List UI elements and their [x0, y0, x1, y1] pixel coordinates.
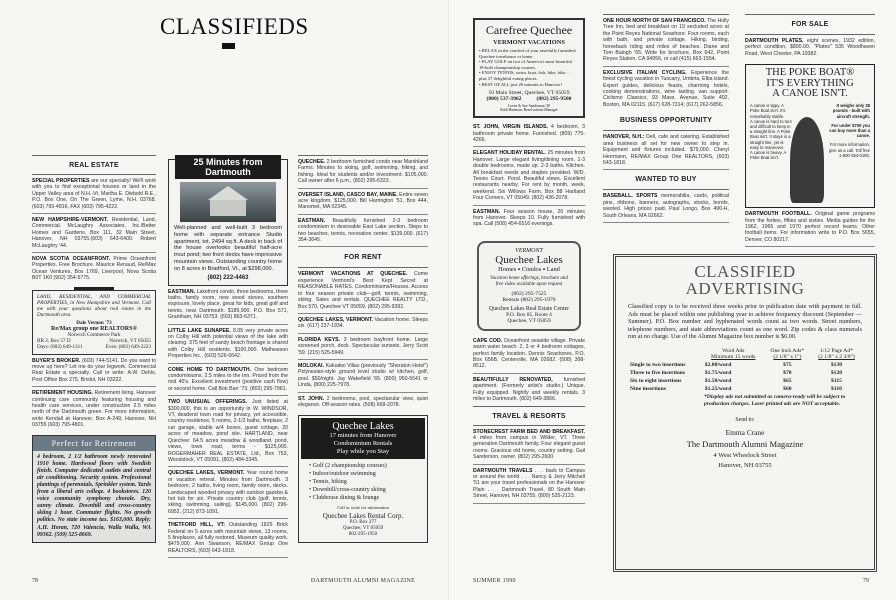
classified-ad: RETIREMENT HOUSING. Retirement living. Hanover continuing care community featuring housing and health care services, under construction 2.5 miles north of the Dartmouth green. For more information, write Kendall at Hanover, Box A-249, Hanover, NH 03755 (603) 795-4801.	[32, 390, 156, 429]
classified-ad: BASEBALL, SPORTS memorabilia, cards, political pins, ribbons, banners, autographs, stocks, bonds, wanted. High prices paid. Paul Longo, Box 490-H, South Orleans, MA 02662.	[603, 190, 729, 223]
classified-ad: EASTMAN. Beautifully furnished 2-3 bedroom condominium in desireable East Lake section. Steps to two beaches, tennis, recreation center. $139,000. (617) 354-3645.	[298, 215, 428, 248]
classified-ad: LITTLE LAKE SUNAPEE. 8.05 very private acres on Colby Hill with potential views of the lake with clearing. 375 feet of sandy beach frontage is shared with Colby Hill residents. $100,000. Mathewson Properties Inc., (603) 526-6642.	[168, 325, 288, 364]
classified-ad: QUECHEE LAKES, VERMONT. Vacation home. Sleeps six. (617) 237-1934.	[298, 314, 428, 334]
page-number: 79	[863, 578, 869, 584]
rates-table: Word Ads Minimum 15 words One Inch Ads* (2 1/8" x 1") 1/12 Page Ad* (2 1/8" x 2 3/8") Single to two insertions $2.00/word $75 $130 Three to five insertions $1.75/word $70 $120 Six to eight insertions $1.50/word $65 $115 Nine insertions $1.25/word $60 $110	[630, 347, 855, 392]
right-page	[448, 0, 896, 600]
classified-ad: DARTMOUTH FOOTBALL. Original game programs from the forties, fifties and sixties. Media guides for the 1962, 1965 and 1970 perfect record teams. Other football items. For information write to P.O. Box 5655, Denver, CO 80217.	[745, 208, 875, 247]
right-col-2	[603, 14, 729, 223]
classified-ad: TWO UNUSUAL OFFERINGS. Just listed at $300,000, this is an opportunity in W. WINDSOR, VT, deadend town road for privacy, yet accessible, country residence, 5 rooms, 2-1/2 baths, fireplace, 2 car garage, stable w/4 boxes, guest cottage, 20 acres of meadow, pond site. HARTLAND, near Quechee: 64.5 acres meadow & woodland, pond, views, town road, terms - $125,000. ROGERMAHER REAL ESTATE, Ltd., Box 753, Woodstock, VT 05091, (802) 484-3345.	[168, 396, 288, 467]
section-travel-resorts: TRAVEL & RESORTS	[492, 412, 566, 420]
quechee-rental-ad: Quechee Lakes 17 minutes from Hanover Condominium Rentals Play while you Stay • Golf (2 championship courses) • Indoor/outdoor swimming • Tennis, hiking • Downhill/cross-country skiing • Clubhouse dining & lounge Call or write for information Quechee Lakes Rental Corp. P.O. Box 277 Quechee, VT 05059 802-295-1950	[298, 415, 428, 543]
classified-ad: ST. JOHN. 2 bedrooms, pool, spectacular view, quiet elegance. Off-season rates. (508) 668-2078.	[298, 395, 428, 408]
dartmouth-house-ad: 25 Minutes from Dartmouth Well-planned and well-built 3 bedroom home with separate entrance Studio apartment, tot. 2494 sq.ft. A deck in back of the house overlooks beautiful half-acre trout pond; two front decks have impressive mountain views. Outstanding country home on 8 acres in Bradford, Vt., at $298,000. (802) 222-4463	[168, 159, 288, 286]
poke-boat-ad: THE POKE BOAT® IT'S EVERYTHING A CANOE ISN'T. A canoe is tippy. A Poke Boat isn't. It's remarkably stable. A canoe is hard to turn and difficult to keep in a straight line. A Poke Boat isn't. It stays in a straight line, yet is easy to maneuver. A canoe is heavy. A Poke Boat isn't. It weighs only 28 pounds - built with aircraft strength. For under $700 you can buy more than a canoe. For more information, give us a call. Toll free 1-800-354-0190.	[745, 64, 875, 208]
classified-ad: BUYER'S BROKER. (603) 744-5141. Do you want to move up here? Let me do your legwork. Commercial Real Estate a specialty. Call or write: A.W. Dehls, Post Office Box 275, Bristol, NH 03222.	[32, 355, 156, 388]
classified-ad: CAPE COD. Oceanfront seaside village. Private warm water beach. 2, 3 or 4 bedroom cottages, perfect family location. Dennis Seashores, P.O. Box 656B, Centerville, MA 02682. (508) 398-8512.	[473, 335, 585, 374]
left-col-1	[32, 155, 156, 543]
classified-ad: NEW HAMPSHIRE-VERMONT. Residential, Land, Commercial. McLaughry Associates, Inc./Better Homes and Gardens, Box 111, 32 Main Street, Hanover, NH 03755.(603) 643-6400. Robert McLaughry '44.	[32, 214, 156, 253]
classified-ad: HANOVER, N.H.: Deli, cafe and catering. Established area business all set for new owner to step in. Equipment and fixtures included. $79,000. Cheryl Herrmann, RE/MAX Group One REALTORS, (603) 643-1818.	[603, 131, 729, 170]
poke-boat-image	[790, 117, 824, 203]
issue-footer: SUMMER 1990	[473, 578, 516, 584]
classified-ad: QUECHEE. 2 bedroom furnished condo near Marshland Farms. Minutes to skiing, golf, swimming, hiking, and fishing. Ideal for students and/or investment. $105,000. Call owner after 6 p.m., (802) 295-6323.	[298, 156, 428, 189]
classified-ad: DARTMOUTH TRAVELS . . . back to Campus or around the world . . . Nancy & Jerry Mitchell '51 are your travel professionals on the Hanover Plain . . . Dartmouth Travel, 80 South Main Street, Hanover, NH 03755. (800) 525-2123.	[473, 465, 585, 504]
classified-ad: QUECHEE LAKES, VERMONT. Year round home or vacation retreat. Minutes from Dartmouth. 3 bedroom, 2 baths, living room, family room, decks. Landscaped wooded privacy with outdoor gazebo & hot tub for six. Private country club (golf, tennis, skiing, swimming, sailing). $145,000. (802) 296-6952, (212) 873-1091.	[168, 467, 288, 519]
section-wanted-to-buy: WANTED TO BUY	[635, 176, 697, 184]
right-col-1	[473, 10, 585, 504]
classified-ad: ONE HOUR NORTH OF SAN FRANCISCO. The Holly Tree Inn, bed and breakfast on 19 secluded acres at the Point Reyes National Seashore. Four rooms, each with bath, and private cottage. Hiking, birding, horseback riding and miles of beaches. Diane and Tom Balogh '65. Write for brochure, Box 642, Point Reyes Station, CA 94956, or call (415) 663-1554.	[603, 15, 729, 67]
classified-ad: COME HOME TO DARTMOUTH. One bedroom condominiums, 2.5 miles to the Inn. Priced from the mid 40's. Excellent investment (positive cash flow) or second home. Call Bob Barr '73. (802) 295-7961.	[168, 364, 288, 397]
classified-ad: MOLOKAI. Kaluakoi Villas (previously "Sheraton Hotel") Polynesian-style ground level studio w/ kitchen, golf, pool. $50/night. Jay Wakefield '65. (800) 950-5541 or Linda, (800) 225-7978.	[298, 360, 428, 393]
section-for-rent: FOR RENT	[344, 254, 382, 262]
magazine-footer: DARTMOUTH ALUMNI MAGAZINE	[310, 578, 416, 584]
retirement-ad-box: Perfect for Retirement 4 bedroom, 2 1/2 bathroom newly renovated 1910 home. Hardwood floors with Swedish finish. Computer dedicated outlets and central air conditioning. Security system. Professional plantings of perennials. Sprinkler system. Yards from a liberal arts college. 4 bookstores. 120 voice community symphony chorale. Dry, sunny climate. Downhill and cross-country skiing 1 hour. Commuter flights. No growth politics. No state income tax. $163,000. Reply: A.H. Horan, 720 Valencia, Walla Walla, WA 99362. (509) 525-8669.	[32, 435, 156, 543]
title-bar-decoration	[222, 43, 235, 49]
classified-ad: EXCLUSIVE ITALIAN CYCLING. Experience the finest cycling vacation in Tuscany, Umbria, Elba island. Expert guides, delicious feasts, charming hotels, cooking demonstrations, wine tasting, van support. Ciclismo Classico, 93 Mass. Avenue, Suite 402, Boston, MA 02115. (617) 628-7314; (617) 262-5856.	[603, 69, 729, 108]
classified-ad: STONECREST FARM BED AND BREAKFAST. 4 miles from campus in Wilder, VT. Three generation Dartmouth family. Four elegant guest rooms. Gracious old home, country setting. Gail Sanderson, owner. (802) 295-2600.	[473, 426, 585, 465]
classified-advertising-rates-box: CLASSIFIED ADVERTISING Classified copy is to be received three weeks prior to publication date with payment in full. Ads must be placed within one publishing year to achieve frequency discount (September — Summer). P.O. Box number and hyphenated words count as two words. Street numbers, telephone numbers, and state abbreviations count as one word. Zip codes & class numerals run at no charge. Use of the Alumni Magazine box number is $6.00. Word Ads Minimum 15 words One Inch Ads* (2 1/8" x 1") 1/12 Page Ad* (2 1/8" x 2 3/8") Single to two insertions $2.00/word $75 $130 Three to five insertions $1.75/word $70 $120 Six to eight insertions $1.50/word $65 $115 Nine insertions $1.25/word $60 $110 *Display ads not submitted as camera-ready will be subject to production charges. Laser printed ads are NOT acceptable. Send to: Emma Crane The Dartmouth Alumni Magazine 4 West Wheelock Street Hanover, NH 03755	[613, 254, 877, 572]
classified-ad: DARTMOUTH PLATES, eight scenes, 1932 edition, perfect condition, $800.00. "Plates" 535 Woodhaven Road, West Chester, PA 19382.	[745, 38, 875, 57]
classified-ad: EASTMAN. Lakefront condo, three bedrooms, three baths, family room, new wood stoves, southern exposure, lovely place, great for kids, great golf and tennis, near Dartmouth. $189,900. P.O. Box 571, Grantham, NH 03753. (603) 863-6371.	[168, 286, 288, 325]
classified-ad: OVERSET ISLAND, CASCO BAY, MAINE. Entire seven acre kingdom. $125,000. Bill Harrington '51, Box 444, Manomet, MA 02345.	[298, 189, 428, 215]
section-business-opportunity: BUSINESS OPPORTUNITY	[619, 117, 713, 125]
page-number: 78	[32, 578, 38, 584]
classified-ad: BEAUTIFULLY RENOVATED, furnished apartment. (Formerly artist's studio.) Unique. Fully equipped. Nightly and weekly rentals. 3 miles to Dartmouth. (802) 649-3866.	[473, 376, 585, 403]
house-photo	[180, 182, 276, 222]
classified-ad: FLORIDA KEYS. 3 bedroom bayfront home. Large screened porch, dock. Spectacular sunsets. Jerry Scott '59. (215) 525-5949.	[298, 334, 428, 360]
classified-ad: ELEGANT HOLIDAY RENTAL. 25 minutes from Hanover. Large elegant living/dining room. 1-3 double bedrooms, made up. 2-3 baths. Kitchen. All breakfast needs and staples provided. W/D. Tennis Court. Pond. Beautiful views. Excellent restaurants nearby. For rent by month, week, weekend. Six Willows Farm, Box 88 Hartland Four Corners, VT 05049. (802) 436-2078.	[473, 147, 585, 205]
right-col-3	[745, 14, 875, 247]
quechee-lakes-real-estate-ad: VERMONT Quechee Lakes Homes ▪ Condos ▪ Land Vacation home offerings, brochure and free video available upon request (802) 295-7525 Rentals (802) 295-1970 Quechee Lakes Real Estate Center P.O. Box 85, Route 4 Quechee, VT 05059	[477, 241, 581, 331]
section-for-sale: FOR SALE	[791, 21, 829, 28]
classified-ad: NOVA SCOTIA OCEANFRONT. Prime Oceanfront Properties. Free Brochure. Maurice Renaud, Re/Max Ocean Ventures, Box 1769, Liverpool, Nova Scotia B0T 1K0 (902) 354-5775.	[32, 256, 156, 282]
left-col-2	[168, 156, 288, 558]
page-title: CLASSIFIEDS	[160, 14, 309, 39]
remax-ad-box: LAND, RESIDENTIAL, AND COMMERCIAL PROPERTIES, in New Hampshire and Vermont. Call me with your questions about real estate in the Dartmouth area. Dale Vernon '73 Re/Max group one REALTORS® Norwich Commerce Park RR 2, Box 57 D Norwich, VT 05055 Days: (802) 649-1311 Eves: (802) 649-2223	[32, 290, 156, 355]
carefree-quechee-ad: Carefree Quechee VERMONT VACATIONS • RELAX in the comfort of your tastefully furnished Quechee townhouse or home. • PLAY GOLF on two of America's most beautiful 18-hole championship courses. • ENJOY TENNIS, swim, boat, fish, hike, bike . . . plus 37 delightful eating places. • BEST OF ALL just 20 minutes to Hanover! 50 Main Street, Quechee, VT 05059 (800) 537-3962 (802) 295-9500 Loren & Sue Spademan '48 Ruth Hartman, Reservations Manager	[473, 18, 585, 118]
classified-ad: VERMONT VACATIONS AT QUECHEE. Come experience Vermont's Best Kept Secret at REASONABLE RATES. Condominiums/Houses. Access to four season private club—golf, tennis, swimming, skiing. Sales and rentals. QUECHEE REALTY LTD., Box 570, Quechee VT 05059. (802) 295-9392.	[298, 268, 428, 313]
classified-ad: EASTMAN. Four season house, 20 minutes from Hanover. Sleeps 10. Fully furnished with spa. Call (508) 454-6516 evenings.	[473, 208, 585, 228]
classified-ad: SPECIAL PROPERTIES are our specialty! We'll work with you to find exceptional houses or land in the Upper Valley area of N.H.-Vt. Martha E. Diebold R.E., P.O. Box One, On The Green, Lyme, N.H. 03768. (603) 795-4816, FAX (603) 795-4222.	[32, 175, 156, 214]
section-real-estate: REAL ESTATE	[69, 162, 119, 169]
left-col-3	[298, 155, 428, 543]
classified-ad: ST. JOHN, VIRGIN ISLANDS. 4 bedroom, 3 bathroom private home. Furnished. (809) 775-4266.	[473, 121, 585, 147]
classified-ad: THETFORD HILL, VT: Outstanding 1825 Brick Federal on 5 acres with mountain views, 13 rooms, 5 fireplaces, all fully restored. Museum quality work. $479,000. Ann Swanson, RE/MAX Group One REALTORS, (603) 643-1818.	[168, 519, 288, 558]
